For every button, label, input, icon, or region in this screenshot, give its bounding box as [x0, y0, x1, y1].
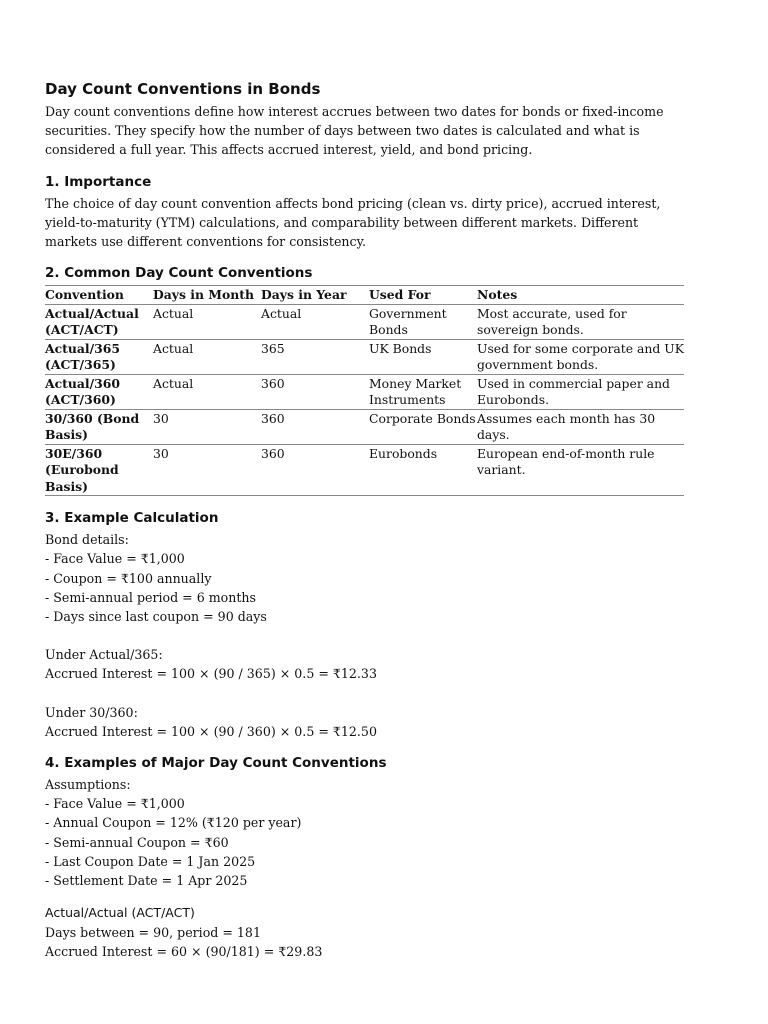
table-cell: 360: [261, 374, 369, 409]
spacer: [45, 684, 684, 703]
table-cell: 30/360 (Bond Basis): [45, 409, 153, 444]
table-cell: Actual/365 (ACT/365): [45, 339, 153, 374]
major-conventions-section: [45, 755, 684, 962]
text-line: Under 30/360:: [45, 704, 138, 720]
column-header: Days in Year: [261, 286, 369, 305]
document-title: Day Count Conventions in Bonds: [45, 80, 321, 98]
example-heading: 3. Example Calculation: [45, 510, 219, 527]
example-details: [45, 530, 684, 741]
actact-heading: Actual/Actual (ACT/ACT): [45, 905, 195, 921]
column-header: Days in Month: [153, 286, 261, 305]
table-cell: Actual: [153, 304, 261, 339]
text-line: - Face Value = ₹1,000: [45, 796, 185, 812]
text-line: Bond details:: [45, 532, 129, 548]
actact-details: [45, 923, 684, 961]
table-cell: Government Bonds: [369, 304, 477, 339]
table-cell: Most accurate, used for sovereign bonds.: [477, 304, 684, 339]
table-row: [45, 374, 684, 409]
text-line: - Annual Coupon = 12% (₹120 per year): [45, 815, 302, 831]
column-header: Convention: [45, 286, 153, 305]
text-line: - Last Coupon Date = 1 Jan 2025: [45, 853, 256, 869]
table-cell: Actual/360 (ACT/360): [45, 374, 153, 409]
text-line: Under Actual/365:: [45, 647, 163, 663]
table-cell: 30E/360 (Eurobond Basis): [45, 444, 153, 496]
spacer: [45, 626, 684, 645]
assumptions: [45, 775, 684, 890]
table-cell: 30: [153, 409, 261, 444]
text-line: - Settlement Date = 1 Apr 2025: [45, 873, 248, 889]
table-cell: Actual/Actual (ACT/ACT): [45, 304, 153, 339]
column-header: Notes: [477, 286, 684, 305]
table-cell: Used for some corporate and UK government bonds.: [477, 340, 684, 373]
table-cell: European end-of-month rule variant.: [477, 444, 684, 496]
common-conventions-section: [45, 265, 684, 496]
column-header: Used For: [369, 286, 477, 305]
table-cell: Used in commercial paper and Eurobonds.: [477, 374, 684, 409]
conventions-table: [45, 285, 684, 496]
table-cell: 360: [261, 409, 369, 444]
intro-paragraph: Day count conventions define how interest accrues between two dates for bonds or fixed-income securities. They specify how the number of days between two dates is calculated and what is considered a full year. This affects accrued interest, yield, and bond pricing.: [45, 104, 664, 158]
importance-heading: 1. Importance: [45, 173, 152, 190]
table-cell: 365: [261, 339, 369, 374]
major-conventions-heading: 4. Examples of Major Day Count Conventions: [45, 755, 387, 772]
example-section: [45, 510, 684, 741]
text-line: Accrued Interest = 100 × (90 / 360) × 0.5 = ₹12.50: [45, 723, 377, 739]
text-line: Days between = 90, period = 181: [45, 925, 261, 941]
table-cell: Actual: [153, 339, 261, 374]
text-line: Accrued Interest = 60 × (90/181) = ₹29.83: [45, 944, 323, 960]
table-row: [45, 409, 684, 444]
table-row: [45, 444, 684, 496]
common-conventions-heading: 2. Common Day Count Conventions: [45, 265, 313, 282]
importance-section: [45, 174, 684, 252]
importance-paragraph: The choice of day count convention affects bond pricing (clean vs. dirty price), accrued interest, yield-to-maturity (YTM) calculations, and comparability between different markets. Different markets use different conventions for consistency.: [45, 195, 661, 250]
text-line: Accrued Interest = 100 × (90 / 365) × 0.5 = ₹12.33: [45, 666, 377, 682]
table-row: [45, 304, 684, 339]
text-line: - Semi-annual period = 6 months: [45, 589, 256, 605]
text-line: - Face Value = ₹1,000: [45, 551, 185, 567]
table-cell: 30: [153, 444, 261, 496]
text-line: - Coupon = ₹100 annually: [45, 570, 212, 586]
table-cell: Actual: [261, 304, 369, 339]
table-cell: UK Bonds: [369, 339, 477, 374]
table-cell: 360: [261, 444, 369, 496]
text-line: - Semi-annual Coupon = ₹60: [45, 834, 229, 850]
table-cell: Actual: [153, 374, 261, 409]
table-cell: Eurobonds: [369, 444, 477, 496]
table-header-row: [45, 286, 684, 305]
table-cell: Assumes each month has 30 days.: [477, 409, 684, 444]
table-cell: Money Market Instruments: [369, 374, 477, 409]
text-line: Assumptions:: [45, 777, 131, 793]
table-cell: Corporate Bonds: [369, 409, 477, 444]
table-row: [45, 339, 684, 374]
text-line: - Days since last coupon = 90 days: [45, 609, 267, 625]
